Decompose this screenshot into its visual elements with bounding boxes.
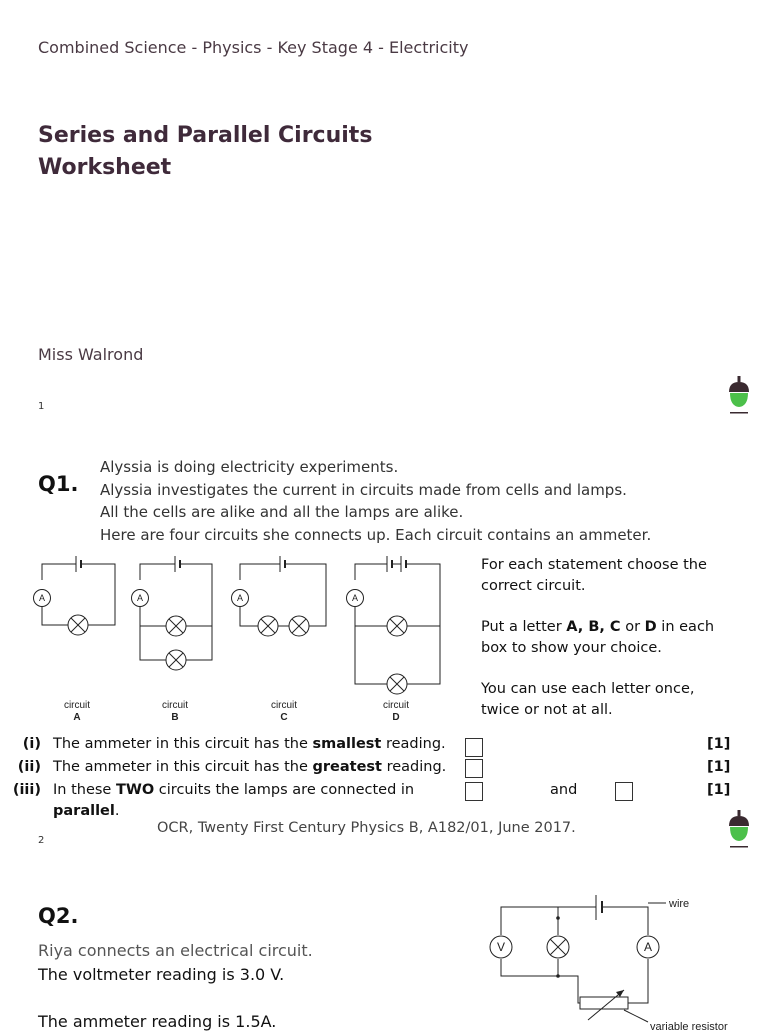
question-row-i [0, 736, 768, 758]
source-citation: OCR, Twenty First Century Physics B, A182/01, June 2017. [157, 820, 576, 836]
worksheet-title [38, 120, 372, 184]
question-text: The ammeter in this circuit has the greatest reading. [53, 759, 447, 775]
intro-line: Alyssia is doing electricity experiments. [100, 458, 399, 476]
acorn-logo-icon [728, 810, 750, 848]
question-row-ii [0, 759, 768, 781]
question-label: Q2. [38, 904, 79, 928]
marks-label: [1] [707, 782, 731, 798]
question-text: The ammeter in this circuit has the smallest reading. [53, 736, 446, 752]
question-number: (ii) [17, 759, 41, 775]
question-number: (i) [22, 736, 41, 752]
circuit-b-diagram [132, 556, 213, 670]
variable-resistor-label: variable resistor [650, 1021, 728, 1031]
ammeter-symbol: A [643, 940, 653, 954]
circuit-c-label: circuit C [270, 700, 298, 723]
circuit-c-diagram [232, 556, 327, 636]
question-label: Q1. [38, 472, 79, 496]
question-line-2: The voltmeter reading is 3.0 V. [38, 965, 285, 984]
question-line-3: The ammeter reading is 1.5A. [38, 1012, 277, 1031]
instruction-1: For each statement choose the correct circuit. [481, 557, 707, 594]
circuit-a-diagram [34, 556, 116, 635]
circuit-a-label: circuit A [63, 700, 91, 723]
q2-circuit-diagram [488, 870, 738, 1031]
answer-instructions [481, 555, 731, 741]
instruction-2: Put a letter A, B, C or D in each box to show your choice. [481, 619, 715, 656]
cover-slide [0, 0, 768, 432]
question-text-line-2: parallel. [53, 803, 120, 819]
page-number: 2 [38, 835, 45, 846]
circuit-b-label: circuit B [161, 700, 189, 723]
ammeter-symbol-b: A [136, 593, 144, 603]
subject-breadcrumb: Combined Science - Physics - Key Stage 4 - Electricity [38, 38, 469, 57]
intro-line: All the cells are alike and all the lamps are alike. [100, 503, 464, 521]
and-label: and [550, 782, 578, 798]
ammeter-symbol-a: A [38, 593, 46, 603]
circuit-diagrams [30, 550, 450, 690]
question-text: In these TWO circuits the lamps are connected in [53, 782, 415, 798]
title-line-1: Series and Parallel Circuits [38, 123, 373, 148]
answer-box-iii-second[interactable] [615, 782, 633, 801]
title-line-2: Worksheet [38, 155, 172, 180]
circuit-d-label: circuit D [382, 700, 410, 723]
ammeter-symbol-c: A [236, 593, 244, 603]
intro-line: Here are four circuits she connects up. Each circuit contains an ammeter. [100, 525, 652, 544]
answer-box-i[interactable] [465, 738, 483, 757]
intro-line: Alyssia investigates the current in circuits made from cells and lamps. [100, 480, 627, 499]
marks-label: [1] [707, 736, 731, 752]
instruction-3: You can use each letter once, twice or not at all. [481, 681, 695, 718]
wire-label: wire [669, 898, 690, 910]
page-number: 1 [38, 401, 45, 412]
ammeter-symbol-d: A [351, 593, 359, 603]
voltmeter-symbol: V [496, 940, 506, 954]
question-number: (iii) [12, 782, 41, 798]
circuit-d-diagram [347, 556, 441, 694]
question-row-iii [0, 782, 768, 822]
question-line-1: Riya connects an electrical circuit. [38, 941, 313, 960]
acorn-logo-icon [728, 376, 750, 414]
answer-box-iii-first[interactable] [465, 782, 483, 801]
answer-box-ii[interactable] [465, 759, 483, 778]
question-intro [100, 456, 651, 546]
teacher-name: Miss Walrond [38, 345, 144, 364]
marks-label: [1] [707, 759, 731, 775]
question-2-slide [0, 860, 768, 1031]
question-1-slide [0, 432, 768, 860]
